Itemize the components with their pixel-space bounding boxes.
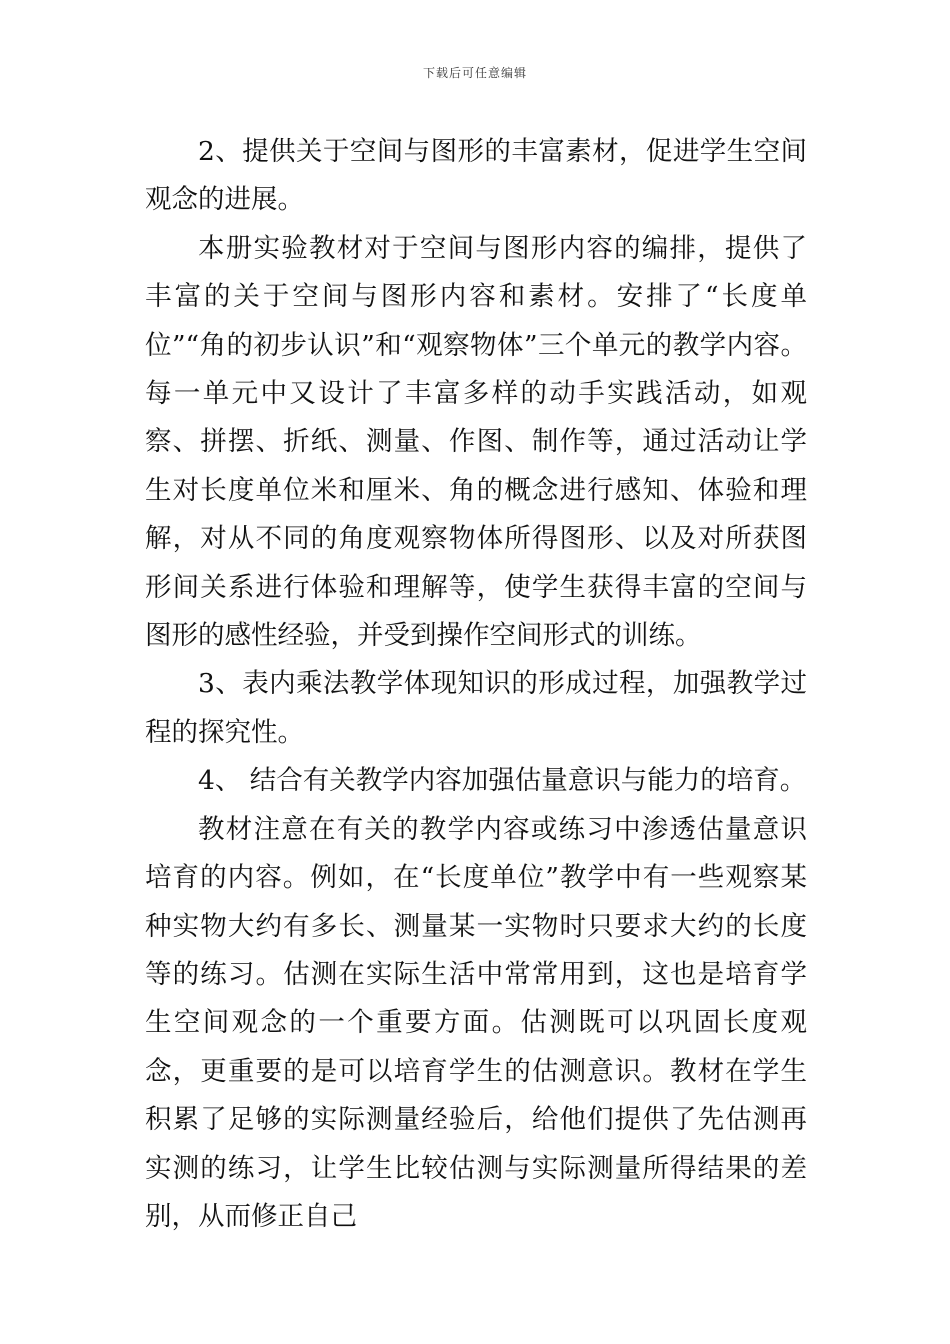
paragraph-estimation: 教材注意在有关的教学内容或练习中渗透估量意识培育的内容。例如，在“长度单位”教学中有一些观察某种实物大约有多长、测量某一实物时只要求大约的长度等的练习。估测在实际生活中常常用到，这也是培育学生空间观念的一个重要方面。估测既可以巩固长度观念，更重要的是可以培育学生的估测意识。教材在学生积累了足够的实际测量经验后，给他们提供了先估测再实测的练习，让学生比较估测与实际测量所得结果的差别，从而修正自己 (145, 813, 807, 1232)
page-header: 下载后可任意编辑 (422, 66, 527, 80)
document-body (145, 128, 807, 1241)
paragraph-item-3: 3、表内乘法教学体现知识的形成过程，加强教学过程的探究性。 (145, 668, 807, 748)
paragraph-item-4: 4、 结合有关教学内容加强估量意识与能力的培育。 (198, 765, 807, 797)
paragraph-textbook-space-shapes: 本册实验教材对于空间与图形内容的编排，提供了丰富的关于空间与图形内容和素材。安排了“长度单位”“角的初步认识”和“观察物体”三个单元的教学内容。每一单元中又设计了丰富多样的动手实践活动，如观察、拼摆、折纸、测量、作图、制作等，通过活动让学生对长度单位米和厘米、角的概念进行感知、体验和理解，对从不同的角度观察物体所得图形、以及对所获图形间关系进行体验和理解等，使学生获得丰富的空间与图形的感性经验，并受到操作空间形式的训练。 (145, 232, 807, 652)
paragraph-item-2: 2、提供关于空间与图形的丰富素材，促进学生空间观念的进展。 (145, 136, 807, 216)
